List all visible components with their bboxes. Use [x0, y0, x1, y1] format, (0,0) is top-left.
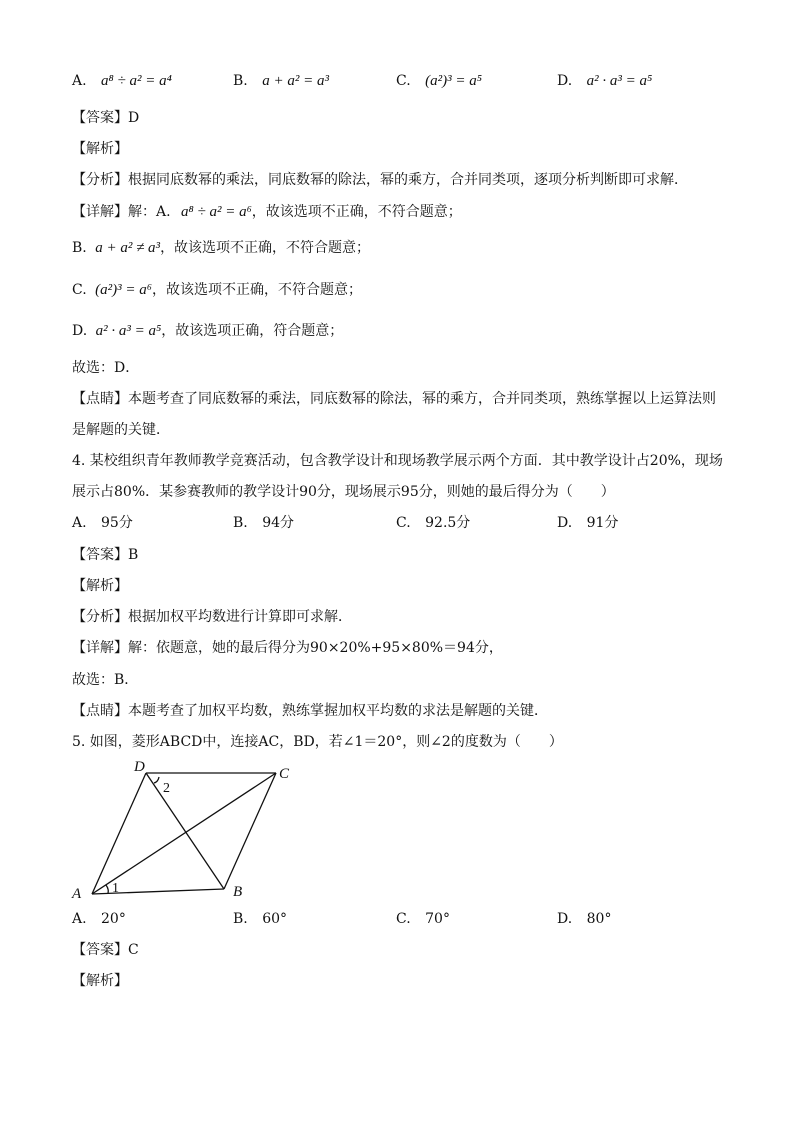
q5-option-a [72, 909, 126, 929]
q3-option-a [72, 71, 172, 91]
q4-analysis-tag: 【解析】 [72, 578, 128, 594]
q3-detail-d [72, 321, 343, 341]
angle-1-arc [106, 885, 108, 893]
option-expression: a² · a³ = a⁵ [586, 73, 653, 89]
option-label: C. [396, 73, 411, 89]
angle-label-1: 1 [112, 881, 119, 896]
option-expression: a + a² = a³ [262, 73, 329, 89]
option-text: 20° [101, 911, 126, 927]
detail-text: ，故该选项不正确，不符合题意； [151, 282, 362, 298]
option-text: 95分 [101, 515, 133, 531]
q3-analysis-tag: 【解析】 [72, 141, 128, 157]
q4-answer: 【答案】B [72, 547, 139, 563]
option-label: A. [72, 515, 87, 531]
detail-expression: (a²)³ = a⁶ [95, 282, 152, 298]
q3-choose: 故选：D． [72, 360, 140, 376]
option-expression: (a²)³ = a⁵ [425, 73, 482, 89]
option-text: 92.5分 [425, 515, 471, 531]
q3-dianjing-line2: 是解题的关键． [72, 422, 170, 438]
q4-fenxi: 【分析】根据加权平均数进行计算即可求解． [72, 609, 352, 625]
option-label: B. [233, 73, 248, 89]
vertex-label-d: D [134, 759, 145, 775]
diagonal-bd [146, 773, 224, 889]
q3-option-c [396, 71, 482, 91]
option-label: A. [72, 911, 87, 927]
detail-label: C. [72, 282, 87, 298]
detail-prefix: 【详解】解：A. [72, 204, 171, 220]
q4-stem-line2: 展示占80%．某参赛教师的教学设计90分，现场展示95分，则她的最后得分为（ ） [72, 484, 615, 500]
option-text: 94分 [262, 515, 295, 531]
option-text: 91分 [586, 515, 619, 531]
detail-expression: a⁸ ÷ a² = a⁶ [181, 204, 252, 220]
vertex-label-b: B [233, 884, 243, 900]
detail-text: ，故该选项不正确，不符合题意； [251, 204, 462, 220]
q5-option-b [233, 909, 287, 929]
option-label: B. [233, 515, 248, 531]
q3-detail-a [72, 202, 462, 222]
q3-option-b [233, 71, 329, 91]
option-text: 80° [586, 911, 612, 927]
option-label: A. [72, 73, 87, 89]
option-label: B. [233, 911, 248, 927]
q3-fenxi: 【分析】根据同底数幂的乘法，同底数幂的除法，幂的乘方，合并同类项，逐项分析判断即可求解． [72, 172, 688, 188]
angle-2-arc [154, 777, 159, 783]
detail-label: D. [72, 323, 88, 339]
detail-text: ，故该选项正确，符合题意； [161, 323, 344, 339]
q4-dianjing: 【点睛】本题考查了加权平均数，熟练掌握加权平均数的求法是解题的关键． [72, 703, 548, 719]
q5-option-c [396, 909, 450, 929]
option-text: 60° [262, 911, 288, 927]
option-text: 70° [425, 911, 450, 927]
q3-option-d [557, 71, 652, 91]
q3-answer: 【答案】D [72, 110, 140, 126]
rhombus-figure [66, 758, 306, 903]
vertex-label-a: A [72, 886, 82, 902]
q4-option-a [72, 513, 133, 533]
detail-text: ，故该选项不正确，不符合题意； [160, 240, 371, 256]
q4-option-d [557, 513, 618, 533]
q4-option-b [233, 513, 294, 533]
q4-option-c [396, 513, 470, 533]
option-label: C. [396, 911, 411, 927]
q4-choose: 故选：B． [72, 672, 139, 688]
q5-option-d [557, 909, 611, 929]
option-expression: a⁸ ÷ a² = a⁴ [101, 73, 172, 89]
q3-detail-b [72, 238, 370, 258]
q3-detail-c [72, 280, 362, 300]
option-label: D. [557, 911, 573, 927]
q4-detail: 【详解】解：依题意，她的最后得分为90×20%+95×80%＝94分， [72, 640, 503, 656]
q4-stem-line1: 4. 某校组织青年教师教学竞赛活动，包含教学设计和现场教学展示两个方面．其中教学设计占20%，现场 [72, 453, 723, 469]
q3-dianjing-line1: 【点睛】本题考查了同底数幂的乘法，同底数幂的除法，幂的乘方，合并同类项，熟练掌握以上运算法则 [72, 391, 716, 407]
vertex-label-c: C [279, 766, 290, 782]
detail-expression: a² · a³ = a⁵ [95, 323, 162, 339]
angle-label-2: 2 [163, 781, 170, 796]
option-label: C. [396, 515, 411, 531]
q5-analysis-tag: 【解析】 [72, 973, 128, 989]
detail-label: B. [72, 240, 87, 256]
detail-expression: a + a² ≠ a³ [95, 240, 161, 256]
q5-answer: 【答案】C [72, 942, 139, 958]
option-label: D. [557, 73, 573, 89]
option-label: D. [557, 515, 573, 531]
q5-stem: 5. 如图，菱形ABCD中，连接AC，BD，若∠1＝20°，则∠2的度数为（ ） [72, 734, 563, 750]
